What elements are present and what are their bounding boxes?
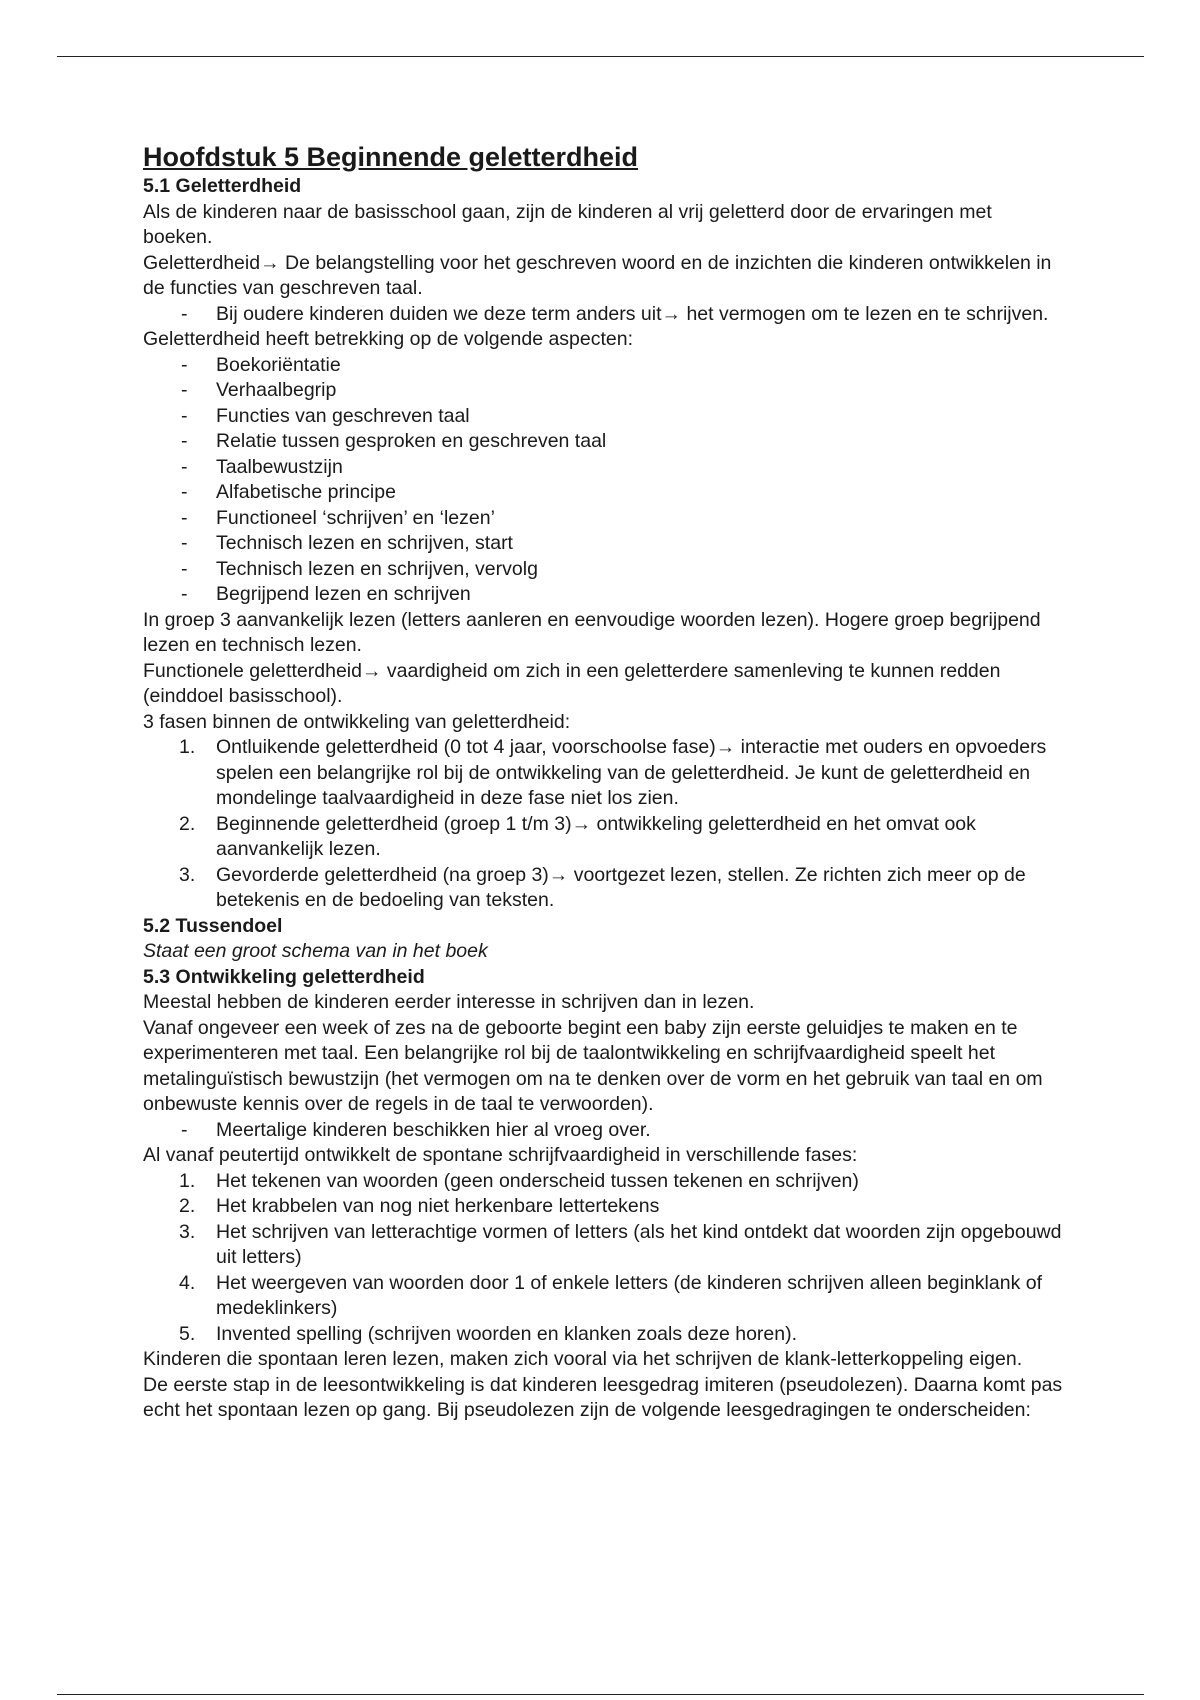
list-item-text: Taalbewustzijn — [216, 455, 343, 478]
list-item — [143, 404, 1063, 430]
number-marker: 1. — [179, 736, 196, 758]
list-item — [143, 812, 1063, 863]
list-item — [143, 1322, 1063, 1348]
number-marker: 2. — [179, 1195, 196, 1217]
dash-marker: - — [181, 583, 188, 605]
dash-marker: - — [181, 302, 188, 325]
list-item-text: Het krabbelen van nog niet herkenbare lettertekens — [216, 1195, 660, 1217]
list-item — [143, 455, 1063, 481]
list-item-text: Invented spelling (schrijven woorden en klanken zoals deze horen). — [216, 1322, 798, 1345]
list-item-text: Het tekenen van woorden (geen onderscheid tussen tekenen en schrijven) — [216, 1169, 859, 1192]
paragraph-note: Staat een groot schema van in het boek — [143, 940, 488, 962]
list-item-text: Boekoriëntatie — [216, 353, 341, 376]
paragraph: De eerste stap in de leesontwikkeling is dat kinderen leesgedrag imiteren (pseudolezen). Daarna komt pas echt het spontaan lezen op gang. Bij pseudolezen zijn de volgende leesgedragingen te onderscheiden: — [143, 1373, 1063, 1421]
paragraph: Meestal hebben de kinderen eerder interesse in schrijven dan in lezen. — [143, 991, 755, 1013]
section-heading-5-3: 5.3 Ontwikkeling geletterdheid — [143, 965, 425, 988]
aspects-list — [143, 353, 1063, 608]
dash-marker: - — [181, 557, 188, 580]
list-item-text: Meertalige kinderen beschikken hier al vroeg over. — [216, 1118, 651, 1141]
header-rule — [57, 56, 1144, 57]
paragraph: 3 fasen binnen de ontwikkeling van geletterdheid: — [143, 710, 571, 733]
list-item — [143, 557, 1063, 583]
list-item-text: Relatie tussen gesproken en geschreven taal — [216, 430, 607, 452]
chapter-title: Hoofdstuk 5 Beginnende geletterdheid — [143, 142, 639, 172]
dash-marker: - — [181, 506, 188, 529]
paragraph: Kinderen die spontaan leren lezen, maken zich vooral via het schrijven de klank-letterkoppeling eigen. — [143, 1348, 1023, 1370]
paragraph: Al vanaf peutertijd ontwikkelt de spontane schrijfvaardigheid in verschillende fases: — [143, 1144, 858, 1166]
list-item-text: Technisch lezen en schrijven, start — [216, 532, 513, 554]
list-item — [143, 302, 1063, 328]
dash-marker: - — [181, 481, 188, 503]
number-marker: 2. — [179, 812, 196, 835]
paragraph: Geletterdheid→ De belangstelling voor het geschreven woord en de inzichten die kinderen ontwikkelen in de functies van geschreven taal. — [143, 251, 1052, 299]
list-item — [143, 1220, 1063, 1271]
list-item — [143, 1271, 1063, 1322]
list-item-text: Begrijpend lezen en schrijven — [216, 583, 471, 605]
list-item-text: Functies van geschreven taal — [216, 404, 470, 427]
paragraph: In groep 3 aanvankelijk lezen (letters aanleren en eenvoudige woorden lezen). Hogere groep begrijpend lezen en technisch lezen. — [143, 608, 1041, 656]
number-marker: 3. — [179, 863, 196, 886]
list-item-text: Bij oudere kinderen duiden we deze term anders uit→ het vermogen om te lezen en te schrijven. — [216, 302, 1049, 325]
footer-rule — [57, 1694, 1144, 1695]
list-item-text: Functioneel ‘schrijven’ en ‘lezen’ — [216, 506, 495, 529]
list-item-text: Technisch lezen en schrijven, vervolg — [216, 557, 538, 580]
list-item-text: Verhaalbegrip — [216, 379, 337, 401]
bullet-list — [143, 1118, 1063, 1144]
number-marker: 1. — [179, 1169, 196, 1192]
document-body — [143, 140, 1063, 1424]
phases-list — [143, 735, 1063, 914]
writing-phases-list — [143, 1169, 1063, 1348]
dash-marker: - — [181, 353, 188, 376]
list-item-text: Gevorderde geletterdheid (na groep 3)→ voortgezet lezen, stellen. Ze richten zich meer op de betekenis en de bedoeling van teksten. — [216, 863, 1026, 911]
list-item — [143, 531, 1063, 557]
number-marker: 4. — [179, 1271, 196, 1294]
paragraph: Vanaf ongeveer een week of zes na de geboorte begint een baby zijn eerste geluidjes te maken en te experimenteren met taal. Een belangrijke rol bij de taalontwikkeling en schrijfvaardigheid speelt het metalinguïstisch bewustzijn (het vermogen om na te denken over de vorm en het gebruik van taal en om onbewuste kennis over de regels in de taal te verwoorden). — [143, 1016, 1043, 1115]
list-item — [143, 480, 1063, 506]
list-item-text: Het schrijven van letterachtige vormen of letters (als het kind ontdekt dat woorden zijn opgebouwd uit letters) — [216, 1220, 1062, 1268]
list-item — [143, 378, 1063, 404]
dash-marker: - — [181, 430, 188, 452]
list-item — [143, 735, 1063, 812]
paragraph: Als de kinderen naar de basisschool gaan, zijn de kinderen al vrij geletterd door de ervaringen met boeken. — [143, 200, 992, 248]
list-item-text: Alfabetische principe — [216, 481, 396, 503]
dash-marker: - — [181, 1118, 188, 1141]
dash-marker: - — [181, 455, 188, 478]
paragraph: Geletterdheid heeft betrekking op de volgende aspecten: — [143, 328, 634, 350]
list-item-text: Het weergeven van woorden door 1 of enkele letters (de kinderen schrijven alleen beginklank of medeklinkers) — [216, 1271, 1042, 1319]
dash-marker: - — [181, 404, 188, 427]
list-item — [143, 353, 1063, 379]
list-item — [143, 429, 1063, 455]
list-item — [143, 1118, 1063, 1144]
dash-marker: - — [181, 532, 188, 554]
list-item — [143, 863, 1063, 914]
paragraph: Functionele geletterdheid→ vaardigheid om zich in een geletterdere samenleving te kunnen redden (einddoel basisschool). — [143, 659, 1001, 707]
bullet-list — [143, 302, 1063, 328]
section-heading-5-1: 5.1 Geletterdheid — [143, 175, 302, 197]
list-item — [143, 582, 1063, 608]
number-marker: 5. — [179, 1322, 196, 1345]
dash-marker: - — [181, 379, 188, 401]
list-item-text: Beginnende geletterdheid (groep 1 t/m 3)→ ontwikkeling geletterdheid en het omvat ook aanvankelijk lezen. — [216, 812, 976, 860]
number-marker: 3. — [179, 1220, 196, 1243]
list-item-text: Ontluikende geletterdheid (0 tot 4 jaar, voorschoolse fase)→ interactie met ouders en opvoeders spelen een belangrijke rol bij de ontwikkeling van de geletterdheid. Je kunt de geletterdheid en mondelinge taalvaardigheid in deze fase niet los zien. — [216, 736, 1047, 809]
section-heading-5-2: 5.2 Tussendoel — [143, 914, 283, 937]
list-item — [143, 506, 1063, 532]
list-item — [143, 1169, 1063, 1195]
list-item — [143, 1194, 1063, 1220]
